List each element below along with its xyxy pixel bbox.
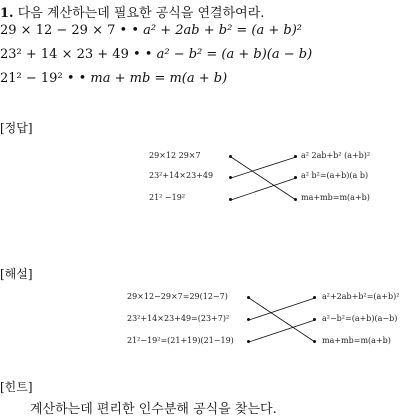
answer-left-dot-1 — [229, 155, 232, 158]
answer-right-dot-1 — [294, 155, 297, 158]
explanation-left-2: 23²+14×23+49=(23+7)² — [127, 314, 230, 323]
problem-row-1-right: a² + 2ab + b² = (a + b)² — [143, 23, 303, 38]
problem-row-3-bullets: • • — [66, 71, 87, 86]
problem-row-1-bullets: • • — [119, 23, 139, 38]
explanation-link-1 — [249, 298, 315, 342]
explanation-link-3 — [249, 320, 315, 342]
explanation-right-dot-2 — [313, 318, 316, 321]
problem-instruction: 다음 계산하는데 필요한 공식을 연결하여라. — [17, 6, 265, 21]
explanation-heading: [해설] — [0, 267, 33, 281]
answer-right-dot-3 — [294, 198, 297, 201]
answer-link-3 — [231, 178, 296, 200]
hint-heading: [힌트] — [0, 380, 33, 394]
explanation-left-dot-3 — [247, 340, 250, 343]
explanation-right-1: a²+2ab+b²=(a+b)² — [322, 292, 400, 301]
problem-row-3-right: ma + mb = m(a + b) — [90, 71, 228, 86]
explanation-right-3: ma+mb=m(a+b) — [322, 336, 391, 345]
explanation-left-dot-1 — [247, 296, 250, 299]
answer-left-1: 29×12 29×7 — [149, 151, 201, 160]
answer-right-3: ma+mb=m(a+b) — [301, 193, 370, 202]
explanation-left-1: 29×12−29×7=29(12−7) — [127, 292, 228, 301]
answer-heading: [정답] — [0, 121, 33, 135]
problem-number: 1. — [0, 6, 14, 21]
answer-link-1 — [231, 157, 296, 200]
answer-link-2 — [231, 157, 296, 178]
problem-row-2-right: a² − b² = (a + b)(a − b) — [156, 47, 313, 62]
explanation-link-2 — [249, 298, 315, 320]
explanation-left-dot-2 — [247, 318, 250, 321]
answer-left-dot-3 — [229, 198, 232, 201]
problem-row-1-left: 29 × 12 − 29 × 7 — [0, 23, 116, 38]
answer-left-3: 21² −19² — [149, 193, 186, 202]
explanation-right-dot-3 — [313, 340, 316, 343]
answer-left-dot-2 — [229, 176, 232, 179]
hint-text: 계산하는데 편리한 인수분해 공식을 찾는다. — [30, 402, 277, 417]
explanation-right-2: a²−b²=(a+b)(a−b) — [322, 314, 398, 323]
problem-row-3 — [0, 71, 227, 86]
explanation-right-dot-1 — [313, 296, 316, 299]
answer-right-dot-2 — [294, 176, 297, 179]
problem-row-2-left: 23² + 14 × 23 + 49 — [0, 47, 129, 62]
problem-row-2-bullets: • • — [133, 47, 153, 62]
answer-right-2: a² b²=(a+b)(a b) — [301, 171, 369, 180]
problem-row-3-left: 21² − 19² — [0, 71, 63, 86]
problem-title — [0, 2, 264, 21]
problem-row-2 — [0, 47, 312, 62]
answer-right-1: a² 2ab+b² (a+b)² — [301, 151, 371, 160]
answer-left-2: 23²+14×23+49 — [149, 171, 214, 180]
problem-row-1 — [0, 23, 302, 38]
explanation-left-3: 21²−19²=(21+19)(21−19) — [127, 336, 234, 345]
